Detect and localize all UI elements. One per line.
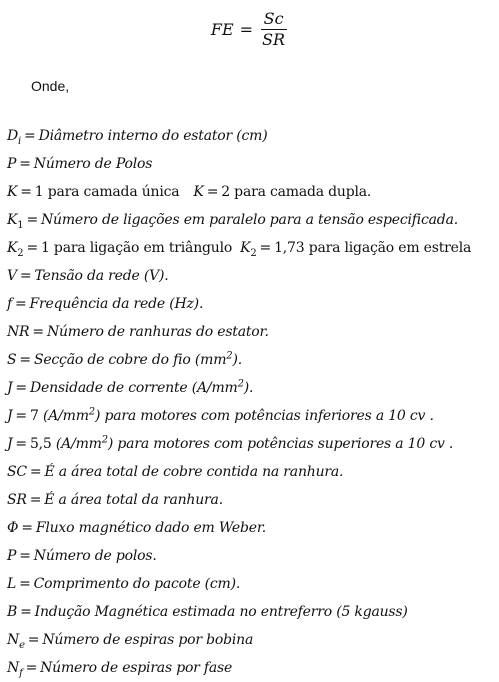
definitions-list (7, 122, 497, 682)
value: 7 (29, 408, 39, 424)
symbol: P (7, 548, 17, 564)
formula-equals: = (239, 20, 254, 39)
symbol: K (7, 184, 18, 200)
formula-lhs: FE (210, 20, 234, 39)
def-p-polos: P = Número de polos. (7, 548, 157, 564)
formula-denominator: SR (262, 30, 286, 49)
description: Frequência da rede (Hz). (29, 296, 204, 312)
formula-fraction (259, 10, 288, 49)
symbol: SR (7, 492, 27, 508)
def-k1: $K_1$ = Número de ligações em paralelo para a tensão especificada. (7, 212, 458, 231)
symbol: K (7, 212, 18, 228)
def-v: V = Tensão da rede (V). (7, 268, 169, 284)
description: Número de ligações em paralelo para a tensão especificada. (40, 212, 458, 228)
formula-fe (0, 10, 499, 49)
def-k2: $K_2 = 1$ para ligação em triângulo $K_2 = 1,73$ para ligação em estrela (7, 240, 472, 259)
symbol: J (7, 380, 13, 396)
superscript: 2 (101, 434, 108, 446)
symbol: D (7, 128, 19, 144)
symbol: N (7, 632, 20, 648)
symbol: K (7, 240, 18, 256)
description: Tensão da rede (V). (34, 268, 169, 284)
subscript: 2 (17, 247, 24, 259)
description-a: (A/mm (42, 408, 89, 424)
symbol: P (7, 156, 17, 172)
def-nf: $N_f$ = Número de espiras por fase (7, 660, 233, 679)
superscript: 2 (237, 378, 244, 390)
symbol-2: K (193, 184, 204, 200)
def-f: f = Frequência da rede (Hz). (7, 296, 204, 312)
subscript: 1 (17, 219, 24, 231)
def-l: L = Comprimento do pacote (cm). (7, 576, 241, 592)
description: Diâmetro interno do estator (cm) (38, 128, 268, 144)
description-b: ) para motores com potências inferiores a 10 cv . (94, 408, 434, 424)
description: Comprimento do pacote (cm). (33, 576, 241, 592)
subscript: i (18, 135, 22, 147)
symbol: L (7, 576, 17, 592)
def-j-low: J = 7 $(A/mm^2)$ para motores com potências inferiores a 10 cv . (7, 406, 434, 424)
def-j: J = Densidade de corrente $(A/mm^2)$. (7, 378, 254, 396)
def-j-high: J = 5,5 $(A/mm^2)$ para motores com potências superiores a 10 cv . (7, 434, 454, 452)
symbol: Φ (7, 520, 19, 536)
description: Indução Magnética estimada no entreferro (5 kgauss) (34, 604, 408, 620)
symbol: NR (7, 324, 30, 340)
description: Número de espiras por fase (40, 660, 233, 676)
description: É a área total de cobre contida na ranhura. (44, 464, 344, 480)
symbol: f (7, 296, 12, 312)
intro-text: Onde, (31, 78, 70, 94)
description-a: 1 para camada única (34, 184, 180, 200)
def-b: B = Indução Magnética estimada no entreferro (5 kgauss) (7, 604, 408, 620)
description: Número de polos. (33, 548, 157, 564)
superscript: 2 (226, 350, 233, 362)
description-b: 1,73 para ligação em estrela (274, 240, 472, 256)
def-s: S = Secção de cobre do fio $(mm^2)$. (7, 350, 242, 368)
description-b: ) para motores com potências superiores a 10 cv . (107, 436, 454, 452)
symbol-2: K (240, 240, 251, 256)
description-a: Densidade de corrente (A/mm (29, 380, 238, 396)
subscript: e (19, 639, 25, 651)
symbol: SC (7, 464, 27, 480)
def-p: P = Número de Polos (7, 156, 153, 172)
symbol: V (7, 268, 17, 284)
description: Número de ranhuras do estator. (46, 324, 269, 340)
symbol: J (7, 408, 13, 424)
description: Número de Polos (33, 156, 153, 172)
description-a: Secção de cobre do fio (mm (33, 352, 227, 368)
def-sc: SC = É a área total de cobre contida na ranhura. (7, 464, 344, 480)
def-ne: $N_e$ = Número de espiras por bobina (7, 632, 254, 651)
description-b: ). (243, 380, 254, 396)
description-b: ). (232, 352, 242, 368)
def-k: K = 1 para camada única K = 2 para camada dupla. (7, 184, 372, 200)
subscript-2: 2 (250, 247, 257, 259)
description: Número de espiras por bobina (42, 632, 254, 648)
symbol: S (7, 352, 17, 368)
def-phi: Φ = Fluxo magnético dado em Weber. (7, 520, 267, 536)
description: Fluxo magnético dado em Weber. (35, 520, 267, 536)
description-a: 1 para ligação em triângulo (40, 240, 233, 256)
formula-numerator: Sc (261, 10, 287, 30)
description: É a área total da ranhura. (44, 492, 223, 508)
description-b: 2 para camada dupla. (221, 184, 372, 200)
value: 5,5 (29, 436, 52, 452)
symbol: J (7, 436, 13, 452)
def-sr: SR = É a área total da ranhura. (7, 492, 223, 508)
superscript: 2 (88, 406, 95, 418)
symbol: B (7, 604, 18, 620)
def-di: $D_i$ = Diâmetro interno do estator (cm) (7, 128, 268, 147)
subscript: f (19, 667, 23, 679)
symbol: N (7, 660, 20, 676)
def-nr: NR = Número de ranhuras do estator. (7, 324, 269, 340)
description-a: (A/mm (55, 436, 102, 452)
